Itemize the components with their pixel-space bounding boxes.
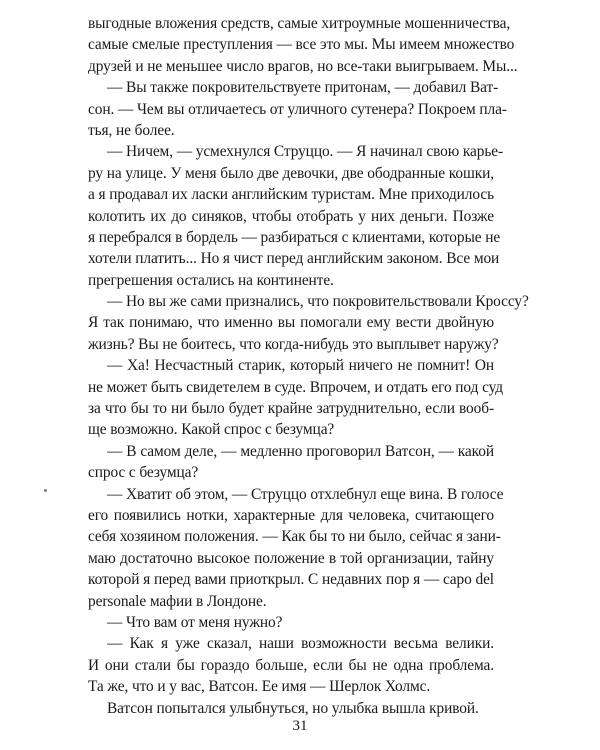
text-line: — Как я уже сказал, наши возможности весьма велики. [107,635,494,653]
text-line: И они стали бы гораздо больше, если бы не одна проблема. [88,656,494,674]
text-line: его появились нотки, характерные для человека, считающего [88,506,494,524]
text-line: прегрешения остались на континенте. [88,271,334,289]
page-number: 31 [292,718,308,734]
text-line: — Вы также покровительствуете притонам, — добавил Ват- [107,79,499,97]
text-line: самые смелые преступления — все это мы. Мы имеем множество [88,36,515,54]
text-line: — Что вам от меня нужно? [107,613,283,631]
text-line: — Ничем, — усмехнулся Струццо. — Я начинал свою карье- [107,143,504,161]
text-line: Я так понимаю, что именно вы помогали ему вести двойную [88,314,494,332]
text-line: жизнь? Вы не боитесь, что когда-нибудь это выплывет наружу? [88,335,499,353]
text-line: которой я перед вами приоткрыл. С недавних пор я — capo del [88,571,494,589]
body-text [88,13,529,719]
text-line: не может быть свидетелем в суде. Впрочем, и отдать его под суд [88,378,503,396]
text-line: себя хозяином положения. — Как бы то ни было, сейчас я зани- [88,528,501,546]
text-line: тья, не более. [88,121,175,139]
text-line: колотить их до синяков, чтобы отобрать у них деньги. Позже [88,207,494,225]
text-line: — Ха! Несчастный старик, который ничего не помнит! Он [107,357,494,375]
text-line: друзей и не меньшее число врагов, но все-таки выигрываем. Мы... [88,57,518,75]
scan-speck [44,489,47,492]
text-line: сон. — Чем вы отличаетесь от уличного сутенера? Покроем пла- [88,100,507,118]
text-line: ру на улице. У меня было две девочки, две ободранные кошки, [88,164,494,182]
text-line: Та же, что и у вас, Ватсон. Ее имя — Шерлок Холмс. [88,678,431,696]
text-line: маю достаточно высокое положение в той организации, тайну [88,549,494,567]
text-line: я перебрался в бордель — разбираться с клиентами, которые не [88,228,501,246]
text-line: ще возможно. Какой спрос с безумца? [88,421,335,439]
text-line: Ватсон попытался улыбнуться, но улыбка вышла кривой. [107,699,479,717]
text-line: выгодные вложения средств, самые хитроумные мошенничества, [88,15,511,32]
text-line: — В самом деле, — медленно проговорил Ватсон, — какой [107,442,494,460]
text-line: — Но вы же сами признались, что покровительствовали Кроссу? [107,293,529,311]
text-line: personale мафии в Лондоне. [88,592,267,610]
text-line: хотели платить... Но я чист перед английским законом. Все мои [88,250,500,268]
text-line: спрос с безумца? [88,464,199,482]
text-line: а я продавал их ласки английским туристам. Мне приходилось [88,186,494,204]
text-line: — Хватит об этом, — Струццо отхлебнул еще вина. В голосе [107,485,504,503]
text-line: за что бы то ни было будет крайне затруднительно, если вооб- [88,400,494,418]
